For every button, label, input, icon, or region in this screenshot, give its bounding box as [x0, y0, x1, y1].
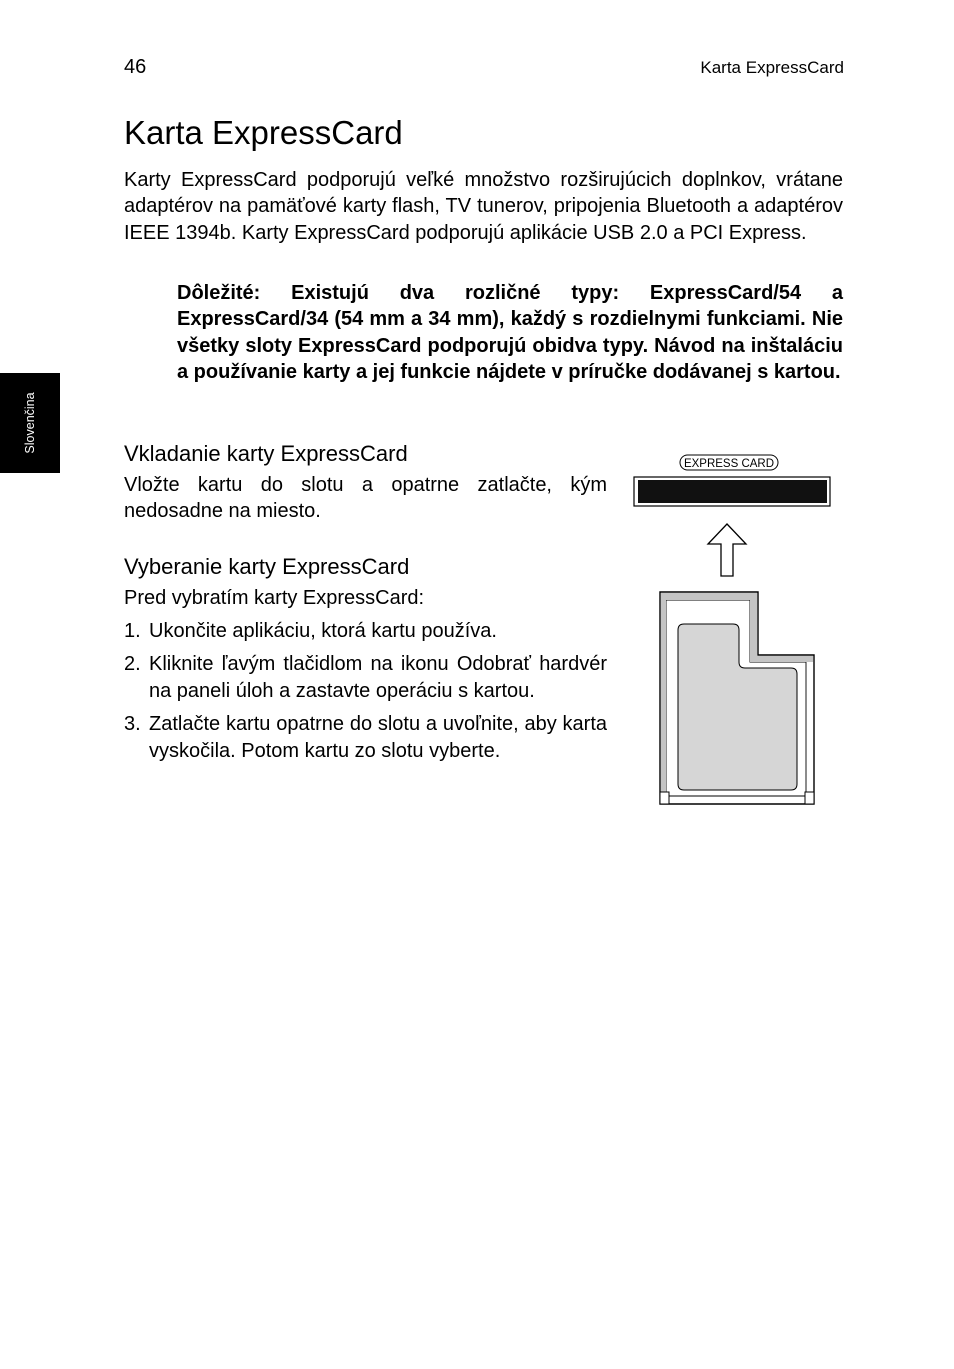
remove-steps-list [124, 618, 607, 771]
remove-heading: Vyberanie karty ExpressCard [124, 554, 410, 579]
intro-paragraph: Karty ExpressCard podporujú veľké množstvo rozširujúcich doplnkov, vrátane adaptérov na pamäťové karty flash, TV tunerov, pripojenia Bluetooth a adaptérov IEEE 1394b. Karty ExpressCard podporujú aplikácie USB 2.0 a PCI Express. [124, 169, 843, 244]
running-header: Karta ExpressCard [700, 58, 844, 77]
step-text: Zatlačte kartu opatrne do slotu a uvoľnite, aby karta vyskočila. Potom kartu zo slotu vyberte. [149, 713, 607, 762]
language-side-tab-label: Slovenčina [23, 392, 37, 454]
important-note: Dôležité: Existujú dva rozličné typy: ExpressCard/54 a ExpressCard/34 (54 mm a 34 mm), každý s rozdielnymi funkciami. Nie všetky sloty ExpressCard podporujú obidva typy. Návod na inštaláciu a používanie karty a jej funkcie nájdete v príručke dodávanej s kartou. [177, 282, 843, 384]
page-number: 46 [124, 56, 147, 78]
step-number: 2. [124, 653, 141, 676]
list-item [124, 651, 607, 704]
slot-label: EXPRESS CARD [683, 458, 775, 470]
insert-heading: Vkladanie karty ExpressCard [124, 441, 408, 466]
expresscard-insertion-illustration [628, 448, 838, 813]
expresscard-slot-opening [638, 480, 827, 503]
list-item [124, 711, 607, 764]
remove-intro: Pred vybratím karty ExpressCard: [124, 587, 425, 609]
insert-arrow-icon [708, 524, 746, 576]
connector-notch-left [660, 792, 669, 804]
language-side-tab [0, 373, 60, 473]
expresscard-card-face [678, 624, 797, 790]
page-title: Karta ExpressCard [124, 114, 403, 151]
step-number: 3. [124, 713, 141, 736]
step-text: Kliknite ľavým tlačidlom na ikonu Odobrať hardvér na paneli úloh a zastavte operáciu s kartou. [149, 653, 607, 702]
connector-notch-right [805, 792, 814, 804]
insert-paragraph: Vložte kartu do slotu a opatrne zatlačte, kým nedosadne na miesto. [124, 474, 607, 523]
step-text: Ukončite aplikáciu, ktorá kartu používa. [149, 620, 497, 642]
step-number: 1. [124, 620, 141, 642]
list-item [124, 618, 607, 644]
